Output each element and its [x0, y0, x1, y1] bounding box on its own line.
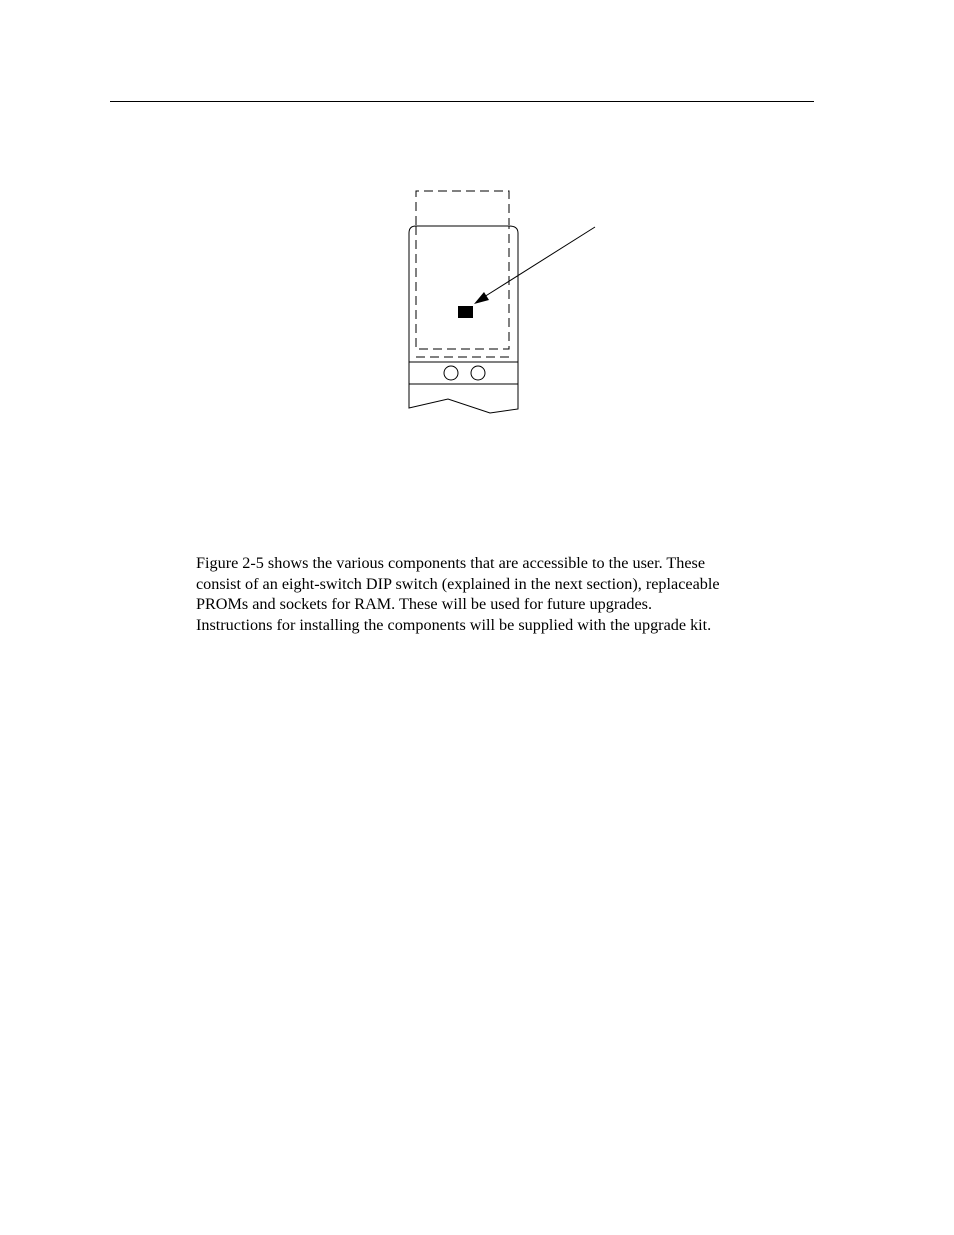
indicator-circle-left [444, 366, 458, 380]
header-rule [110, 101, 814, 102]
indicator-circle-right [471, 366, 485, 380]
body-paragraph: Figure 2-5 shows the various components that are accessible to the user. These consist of an eight-switch DIP switch (explained in the next section), replaceable PROMs and sockets for RAM. These will be used for future upgrades. Instructions for installing the components will be supplied with the upgrade kit. [196, 554, 720, 634]
module-diagram [380, 180, 620, 430]
module-outline [409, 226, 518, 413]
component-chip [458, 306, 473, 318]
dashed-board-outline-inner [416, 226, 509, 349]
leader-line [484, 227, 595, 297]
module-diagram-svg [380, 180, 620, 430]
dashed-board-outline-top [416, 191, 509, 225]
arrowhead [474, 292, 489, 304]
